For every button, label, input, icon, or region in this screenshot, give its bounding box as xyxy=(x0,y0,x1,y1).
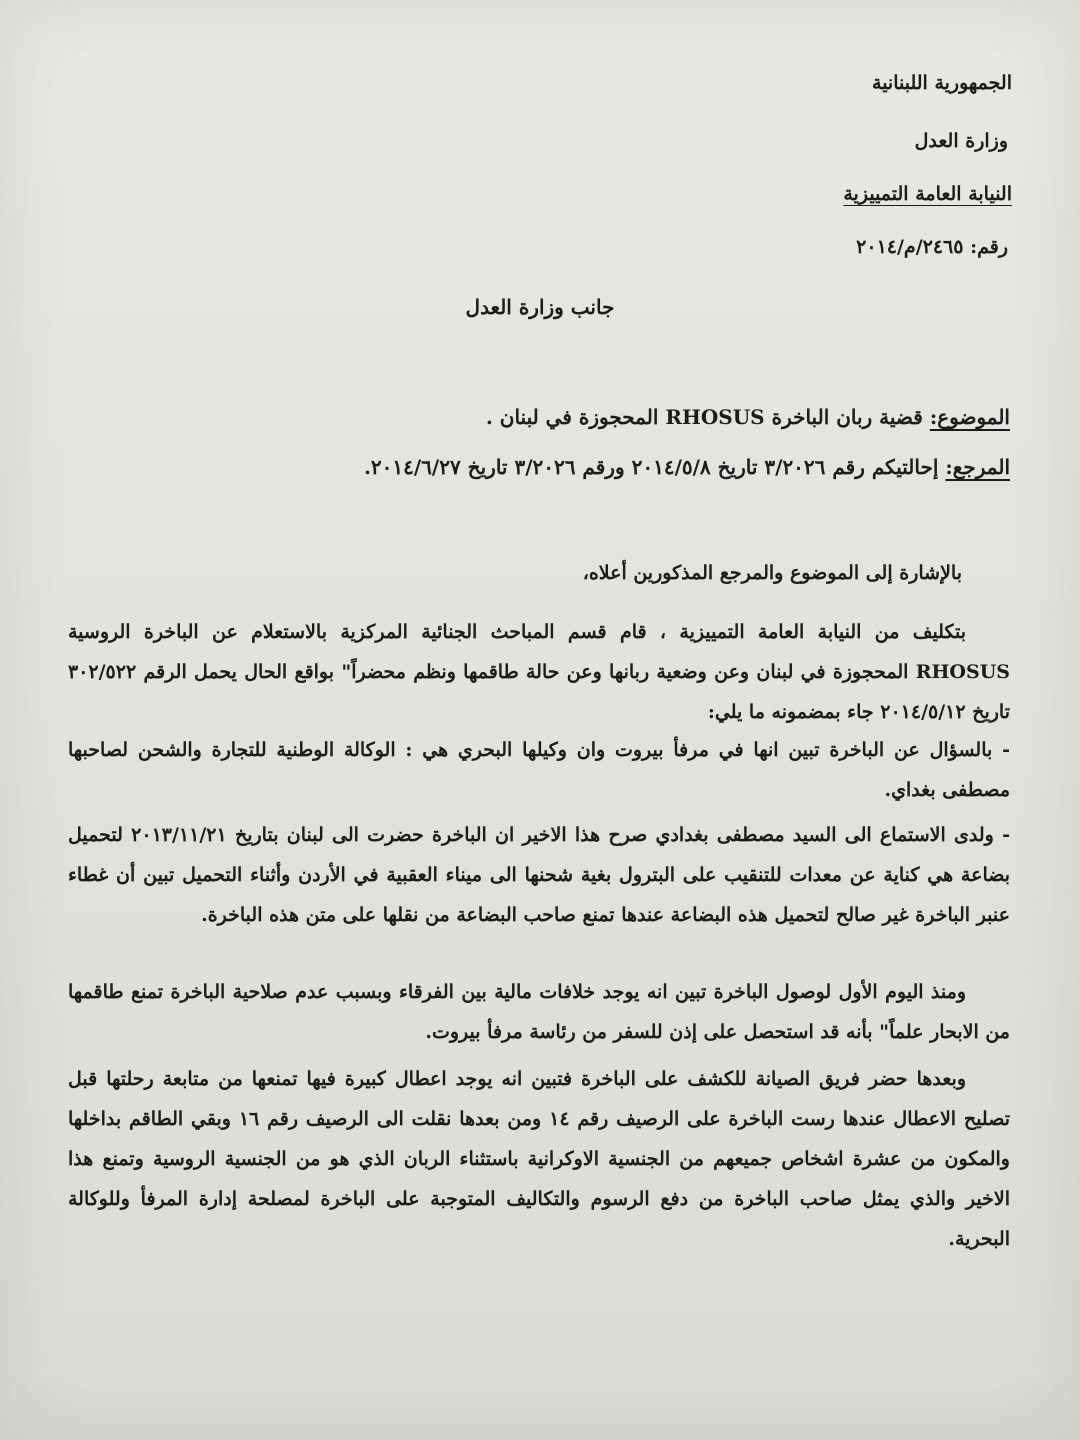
paragraph-text: بتكليف من النيابة العامة التمييزية ، قام قسم المباحث الجنائية المركزية بالاستعلام عن الباخرة الروسية RHOSUS المحجوزة في لبنان وعن وضعية ربانها وعن حالة طاقمها ونظم محضراً" بواقع الحال يحمل الرقم ٣٠٢/٥٢٢ تاريخ ٢٠١٤/٥/١٢ جاء بمضمونه ما يلي: xyxy=(68,621,1010,723)
header-prosecution: النيابة العامة التمييزية xyxy=(843,183,1012,205)
header-republic: الجمهورية اللبنانية xyxy=(872,72,1012,94)
reference-text: إحالتيكم رقم ٣/٢٠٢٦ تاريخ ٢٠١٤/٥/٨ ورقم ٣/٢٠٢٦ تاريخ ٢٠١٤/٦/٢٧. xyxy=(363,455,946,479)
paragraph-text: - ولدى الاستماع الى السيد مصطفى بغدادي صرح هذا الاخير ان الباخرة حضرت الى لبنان بتاريخ ٢٠١٣/١١/٢١ لتحميل بضاعة هي كناية عن معدات للتنقيب على البترول بغية شحنها الى ميناء العقبية في الأردن وأثناء التحميل تبين أن غطاء عنبر الباخرة غير صالح لتحميل هذه البضاعة عندها تمنع صاحب البضاعة من نقلها على متن هذه الباخرة. xyxy=(68,824,1010,926)
body-paragraph xyxy=(68,730,1010,810)
body-paragraph xyxy=(68,972,1010,1052)
body-paragraph xyxy=(68,1059,1010,1259)
greeting-line: بالإشارة إلى الموضوع والمرجع المذكورين أعلاه، xyxy=(582,562,962,584)
subject-text: قضية ربان الباخرة RHOSUS المحجوزة في لبنان . xyxy=(485,405,930,429)
reference-label: المرجع: xyxy=(945,455,1010,479)
addressee-text: جانب وزارة العدل xyxy=(465,295,615,319)
addressee-line xyxy=(0,295,1080,319)
reference-number: رقم: ٢٤٦٥/م/٢٠١٤ xyxy=(856,236,1008,258)
paragraph-text: وبعدها حضر فريق الصيانة للكشف على الباخرة فتبين انه يوجد اعطال كبيرة فيها تمنعها من متابعة رحلتها قبل تصليح الاعطال عندها رست الباخرة على الرصيف رقم ١٤ ومن بعدها نقلت الى الرصيف رقم ١٦ وبقي الطاقم بداخلها والمكون من عشرة اشخاص جميعهم من الجنسية الاوكرانية باستثناء الربان الذي هو من الجنسية الروسية وتمنع هذا الاخير والذي يمثل صاحب الباخرة من دفع الرسوم والتكاليف المتوجبة على الباخرة لمصلحة إدارة المرفأ وللوكالة البحرية. xyxy=(68,1068,1010,1250)
subject-line xyxy=(50,405,1010,429)
paragraph-text: ومنذ اليوم الأول لوصول الباخرة تبين انه يوجد خلافات مالية بين الفرقاء وبسبب عدم صلاحية الباخرة تمنع طاقمها من الابحار علماً" بأنه قد استحصل على إذن للسفر من رئاسة مرفأ بيروت. xyxy=(68,981,1010,1043)
header-ministry: وزارة العدل xyxy=(914,130,1008,152)
body-paragraph xyxy=(68,612,1010,732)
paragraph-text: - بالسؤال عن الباخرة تبين انها في مرفأ بيروت وان وكيلها البحري هي : الوكالة الوطنية للتجارة والشحن لصاحبها مصطفى بغداي. xyxy=(68,739,1010,801)
subject-label: الموضوع: xyxy=(929,405,1010,429)
reference-line xyxy=(50,455,1010,479)
body-paragraph xyxy=(68,815,1010,935)
